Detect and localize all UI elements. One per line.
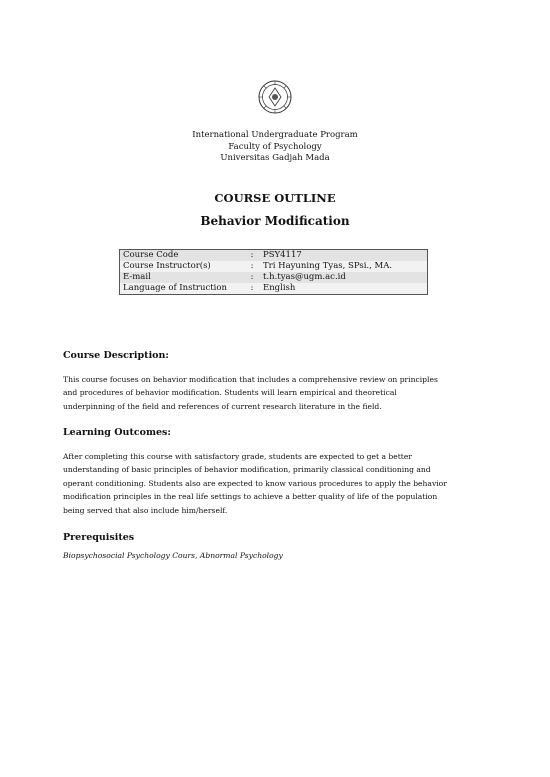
text-line: modification principles in the real life settings to achieve a better quality of life of the population xyxy=(63,492,438,502)
learning-outcomes-text xyxy=(63,450,487,517)
text-line: understanding of basic principles of behavior modification, primarily classical conditioning and xyxy=(63,465,431,475)
institution-header xyxy=(0,130,550,165)
info-separator: : xyxy=(250,272,254,282)
info-separator: : xyxy=(250,261,254,271)
info-value: PSY4117 xyxy=(263,250,302,260)
course-description-text xyxy=(63,373,487,413)
course-info-table xyxy=(119,249,428,295)
info-label: E-mail xyxy=(123,272,151,282)
university-name: Universitas Gadjah Mada xyxy=(220,153,330,163)
info-value: t.h.tyas@ugm.ac.id xyxy=(263,272,346,282)
prerequisites-text: Biopsychosocial Psychology Cours, Abnormal Psychology xyxy=(63,551,283,560)
learning-outcomes-heading: Learning Outcomes: xyxy=(63,427,171,438)
faculty-name: Faculty of Psychology xyxy=(228,141,322,152)
info-separator: : xyxy=(250,283,254,293)
university-seal-icon xyxy=(257,77,293,117)
info-label: Course Code xyxy=(123,250,179,260)
info-row-course-code xyxy=(120,250,428,262)
text-line: underpinning of the field and references of current research literature in the field. xyxy=(63,401,382,411)
info-separator: : xyxy=(250,250,254,260)
course-description-heading: Course Description: xyxy=(63,350,169,361)
info-label: Language of Instruction xyxy=(123,283,227,293)
text-line: After completing this course with satisfactory grade, students are expected to get a better xyxy=(63,452,412,461)
text-line: operant conditioning. Students also are expected to know various procedures to apply the behavior xyxy=(63,478,447,488)
text-line: being served that also include him/herself. xyxy=(63,505,228,515)
document-title: COURSE OUTLINE xyxy=(214,191,336,205)
text-line: and procedures of behavior modification. Students will learn empirical and theoretical xyxy=(63,388,397,398)
info-value: Tri Hayuning Tyas, SPsi., MA. xyxy=(263,261,393,271)
info-row-language xyxy=(120,283,428,295)
program-name: International Undergraduate Program xyxy=(192,130,358,140)
course-name: Behavior Modification xyxy=(200,214,350,228)
info-label: Course Instructor(s) xyxy=(123,261,211,271)
info-row-instructor xyxy=(120,261,428,272)
prerequisites-heading: Prerequisites xyxy=(63,532,135,543)
text-line: This course focuses on behavior modification that includes a comprehensive review on principles xyxy=(63,375,438,384)
info-row-email xyxy=(120,272,428,283)
info-value: English xyxy=(263,283,296,293)
